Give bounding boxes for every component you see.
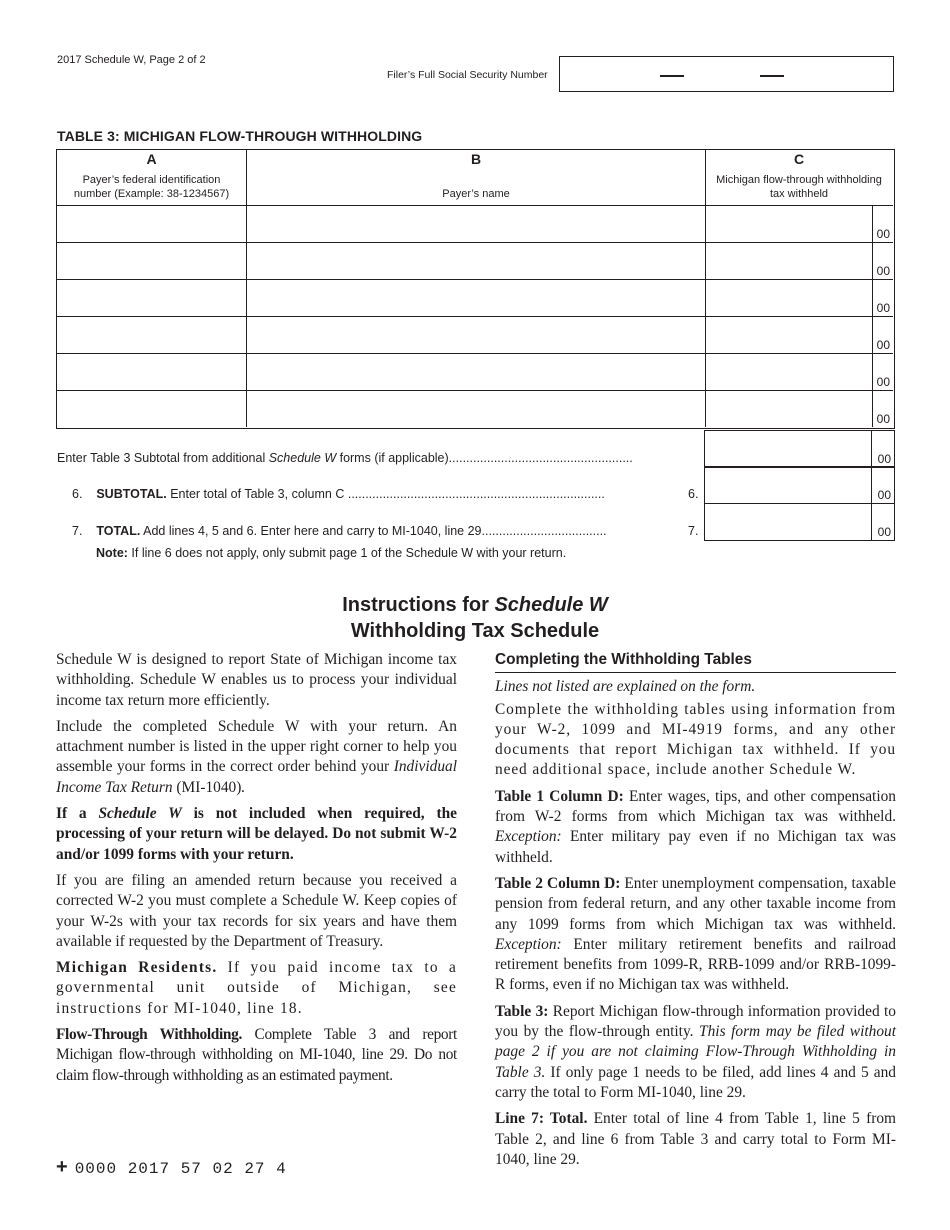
- ssn-separator-2: [760, 75, 784, 77]
- ssn-label: Filer’s Full Social Security Number: [387, 69, 548, 81]
- row6-cents: 00: [876, 412, 890, 426]
- additional-subtotal-input[interactable]: [704, 430, 895, 468]
- line6-label: 6. SUBTOTAL. Enter total of Table 3, column C ..........................................................................: [72, 487, 605, 501]
- row2-name-input[interactable]: [247, 243, 705, 279]
- line7-cents: 00: [877, 525, 891, 539]
- form-page-label: 2017 Schedule W, Page 2 of 2: [57, 54, 206, 66]
- table2-paragraph: Table 2 Column D: Enter unemployment compensation, taxable pension from federal return, and any other taxable income from any 1099 forms from which Michigan tax was withheld. Exception: Enter military retirement benefits and railroad retirement benefits from 1099-R, RRB-1099 and/or RRB-1099-R forms, even if no Michigan tax was withheld.: [495, 874, 896, 994]
- line7-label: 7. TOTAL. Add lines 4, 5 and 6. Enter here and carry to MI-1040, line 29....................................: [72, 524, 607, 538]
- warning-paragraph: If a Schedule W is not included when required, the processing of your return will be delayed. Do not submit W-2 and/or 1099 forms with your return.: [56, 805, 457, 863]
- note: Note: If line 6 does not apply, only submit page 1 of the Schedule W with your return.: [96, 546, 567, 560]
- row6-ein-input[interactable]: [57, 391, 246, 427]
- row1-withheld-input[interactable]: [706, 206, 872, 242]
- intro-paragraph: Schedule W is designed to report State of Michigan income tax withholding. Schedule W enables us to process your individual income tax return more efficiently.: [56, 651, 457, 709]
- attachment-paragraph: Include the completed Schedule W with your return. An attachment number is listed in the upper right corner to help you assemble your forms in the correct order behind your Individual Income Tax Return (MI-1040).: [56, 717, 457, 796]
- row6-name-input[interactable]: [247, 391, 705, 427]
- row3-name-input[interactable]: [247, 280, 705, 316]
- col-c-label: Michigan flow-through withholding tax withheld: [716, 174, 882, 200]
- row1-cents: 00: [876, 227, 890, 241]
- amended-paragraph: If you are filing an amended return because you received a corrected W-2 you must complete a Schedule W. Keep copies of your W-2s with your tax records for six years and have them available if requested by the Department of Treasury.: [56, 871, 457, 950]
- row5-withheld-input[interactable]: [706, 354, 872, 390]
- instructions-subtitle: Withholding Tax Schedule: [350, 620, 600, 642]
- flow-through-paragraph: Flow-Through Withholding. Complete Table 3 and report Michigan flow-through withholding on MI-1040, line 29. Do not claim flow-through withholding as an estimated payment.: [56, 1026, 457, 1084]
- plus-mark: +: [56, 1156, 69, 1178]
- table3-title: TABLE 3: MICHIGAN FLOW-THROUGH WITHHOLDING: [57, 128, 423, 144]
- row2-ein-input[interactable]: [57, 243, 246, 279]
- col-a-letter: A: [146, 151, 157, 167]
- complete-tables-paragraph: Complete the withholding tables using information from your W-2, 1099 and MI-4919 forms, and any other documents that report Michigan tax withheld. If you need additional space, include another Schedule W.: [495, 700, 896, 779]
- col-b-label: Payer’s name: [442, 188, 510, 200]
- col-a-label: Payer’s federal identification number (Example: 38-1234567): [73, 174, 230, 200]
- not-listed-note: Lines not listed are explained on the form.: [495, 678, 756, 696]
- line7-paragraph: Line 7: Total. Enter total of line 4 from Table 1, line 5 from Table 2, and line 6 from Table 3 and carry total to Form MI-1040, line 29.: [495, 1110, 896, 1168]
- row6-withheld-input[interactable]: [706, 391, 872, 427]
- instructions-title: Instructions for Schedule W: [342, 594, 608, 616]
- col-b-letter: B: [470, 151, 482, 167]
- ssn-input[interactable]: [559, 56, 894, 92]
- row3-cents: 00: [876, 301, 890, 315]
- table3-paragraph: Table 3: Report Michigan flow-through information provided to you by the flow-through entity. This form may be filed without page 2 if you are not claiming Flow-Through Withholding in Table 3. If only page 1 needs to be filed, add lines 4 and 5 and carry the total to Form MI-1040, line 29.: [495, 1002, 896, 1101]
- row1-ein-input[interactable]: [57, 206, 246, 242]
- residents-paragraph: Michigan Residents. If you paid income tax to a governmental unit outside of Michigan, see instructions for MI-1040, line 18.: [56, 959, 457, 1017]
- additional-subtotal-label: Enter Table 3 Subtotal from additional Schedule W forms (if applicable).....................................................: [57, 451, 633, 465]
- table3-grid: [56, 149, 895, 429]
- instructions-left-column: [56, 650, 457, 1092]
- subtotal-cents: 00: [877, 452, 891, 466]
- line6-ref: 6.: [688, 487, 699, 501]
- line7-total-input[interactable]: [704, 503, 895, 541]
- form-barcode-number: + 0000 2017 57 02 27 4: [56, 1156, 287, 1178]
- row3-ein-input[interactable]: [57, 280, 246, 316]
- row4-withheld-input[interactable]: [706, 317, 872, 353]
- row4-ein-input[interactable]: [57, 317, 246, 353]
- row5-cents: 00: [876, 375, 890, 389]
- line6-cents: 00: [877, 488, 891, 502]
- ssn-separator-1: [660, 75, 684, 77]
- row2-withheld-input[interactable]: [706, 243, 872, 279]
- instructions-right-column: [495, 650, 896, 1176]
- row5-name-input[interactable]: [247, 354, 705, 390]
- row2-cents: 00: [876, 264, 890, 278]
- col-c-letter: C: [793, 151, 805, 167]
- table1-paragraph: Table 1 Column D: Enter wages, tips, and other compensation from W-2 forms from which Michigan tax was withheld. Exception: Enter military pay even if no Michigan tax was withheld.: [495, 787, 896, 866]
- row5-ein-input[interactable]: [57, 354, 246, 390]
- row4-name-input[interactable]: [247, 317, 705, 353]
- row4-cents: 00: [876, 338, 890, 352]
- row1-name-input[interactable]: [247, 206, 705, 242]
- line7-ref: 7.: [688, 524, 699, 538]
- withholding-tables-heading: Completing the Withholding Tables: [495, 650, 896, 673]
- line6-subtotal-input[interactable]: [704, 466, 895, 504]
- row3-withheld-input[interactable]: [706, 280, 872, 316]
